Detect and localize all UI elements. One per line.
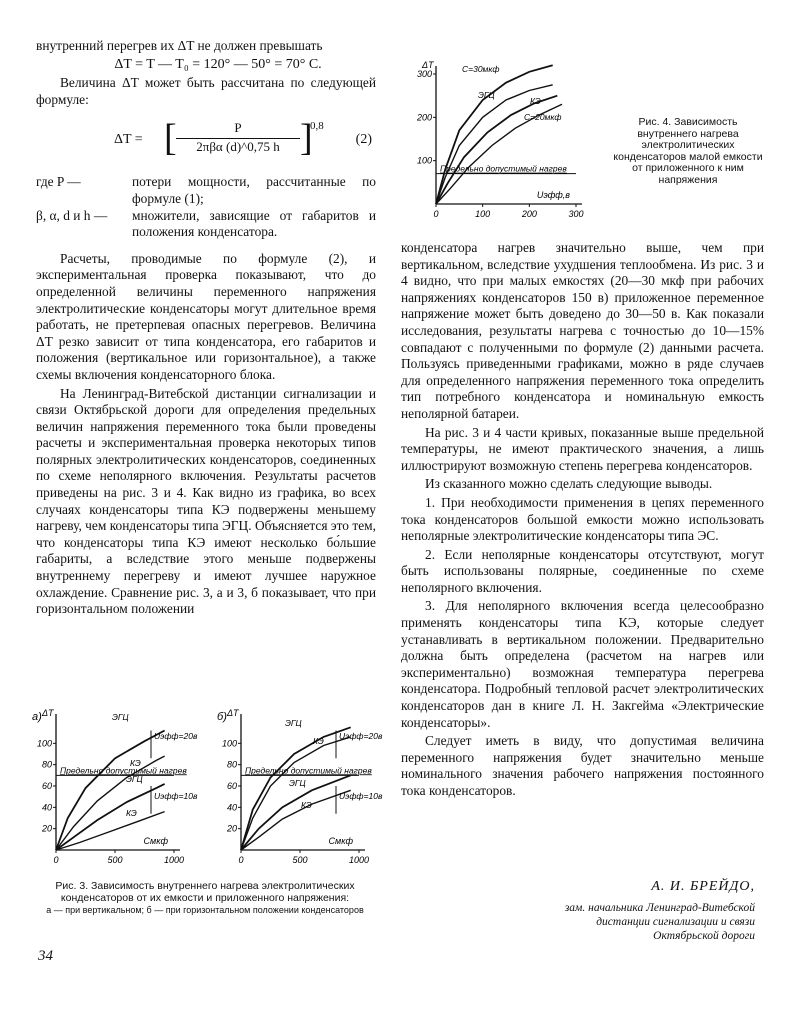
y-tick-label: 80 bbox=[41, 759, 52, 770]
paragraph: 1. При необходимости применения в цепях переменного тока конденсаторов большой емкости можно использовать неполярные электролитические конденсаторы типа ЭС. bbox=[401, 494, 764, 544]
page-number: 34 bbox=[38, 948, 53, 964]
group-label: Uэфф=20в bbox=[339, 731, 383, 742]
signature bbox=[500, 879, 755, 943]
paragraph: Следует иметь в виду, что допустимая величина переменного напряжения будет значительно меньше номинального значения рабочего напряжения постоянного тока конденсаторов. bbox=[401, 733, 764, 798]
y-tick-label: 100 bbox=[221, 738, 237, 749]
figure-4-chart bbox=[412, 38, 612, 218]
limit-label: Предельно допустимый нагрев bbox=[60, 765, 187, 776]
panel-label: а) bbox=[32, 711, 42, 723]
figure-3a-chart bbox=[30, 690, 205, 870]
where-term: β, α, d и h — bbox=[36, 207, 108, 223]
paragraph: На Ленинград-Витебской дистанции сигнализации и связи Октябрьской дороги для определения предельных величин напряжения переменного тока были проведены расчеты и экспериментальная проверка некоторых типов полярных электролитических конденсаторов, соединенных по схеме неполярного включения. Результаты расчетов приведены на рис. 3 и 4. Как видно из графика, во всех случаях конденсаторы типа КЭ подвержены меньшему нагреву, чем конденсаторы типа ЭГЦ. Объясняется это тем, что конденсаторы типа КЭ имеют несколько бо́льшие габариты, а вследствие этого меньше подвержены внутреннему перегреву и имеют лучшее наружное охлаждение. Сравнение рис. 3, а и 3, б показывает, что при горизонтальном положении bbox=[36, 385, 376, 617]
y-tick-label: 20 bbox=[41, 823, 52, 834]
y-tick-label: 300 bbox=[416, 69, 432, 79]
where-term: где P — bbox=[36, 174, 81, 190]
x-tick-label: 1000 bbox=[163, 855, 185, 865]
paragraph-calc: Величина ΔT может быть рассчитана по следующей формуле: bbox=[36, 75, 376, 107]
group-label: Uэфф=10в bbox=[339, 790, 383, 801]
y-tick-label: 100 bbox=[36, 738, 52, 749]
series-label: ЭГЦ bbox=[478, 90, 495, 100]
paragraph: Из сказанного можно сделать следующие выводы. bbox=[425, 476, 713, 492]
author-name: А. И. БРЕЙДО, bbox=[651, 879, 755, 894]
y-axis-label: ΔT bbox=[422, 60, 434, 70]
series-line bbox=[436, 65, 553, 204]
figure-3-caption-sub: а — при вертикальном; б — при горизонтальном положении конденсаторов bbox=[46, 905, 364, 915]
where-text: множители, зависящие от габаритов и положения конденсатора. bbox=[132, 207, 376, 240]
limit-label: Предельно допустимый нагрев bbox=[440, 163, 567, 174]
figure-3-caption bbox=[40, 880, 370, 916]
paragraph: 3. Для неполярного включения всегда целесообразно применять конденсаторы типа КЭ, которые следует устанавливать в вертикальном положении. Предварительно должна быть определена (расчетом на нагрев или экспериментально) возможная температура перегрева конденсатора. Подробный тепловой расчет электролитических конденсаторов дан в книге Л. Н. Закгейма «Электрические конденсаторы». bbox=[401, 598, 764, 730]
y-tick-label: 200 bbox=[416, 112, 432, 123]
x-tick-label: 500 bbox=[292, 855, 308, 865]
y-tick-label: 100 bbox=[416, 155, 432, 166]
paragraph: На рис. 3 и 4 части кривых, показанные выше предельной температуры, не имеют практического значения, а лишь иллюстрируют возможную степень перегрева конденсаторов. bbox=[401, 424, 764, 473]
author-position-line: зам. начальника Ленинград-Витебской bbox=[564, 902, 755, 914]
series-label: КЭ bbox=[130, 758, 141, 768]
formula-1: ΔT = T — T₀ = 120° — 50° = 70° C. bbox=[114, 56, 322, 72]
x-axis-label: Uэфф,в bbox=[536, 190, 570, 200]
y-tick-label: 60 bbox=[226, 781, 237, 791]
series-label: КЭ bbox=[313, 736, 324, 746]
figure-3 bbox=[30, 690, 390, 875]
equation-numerator: P bbox=[176, 120, 300, 139]
series-label: КЭ bbox=[126, 808, 137, 818]
paragraph: 2. Если неполярные конденсаторы отсутствуют, могут быть использованы полярные, соединенные по схеме неполярного включения. bbox=[401, 546, 764, 595]
where-list bbox=[36, 174, 376, 240]
equation-denominator: 2πβα (d)^0,75 h bbox=[196, 138, 280, 154]
x-tick-label: 200 bbox=[521, 209, 537, 218]
x-tick-label: 0 bbox=[238, 855, 244, 865]
series-label: C=30мкф bbox=[462, 64, 500, 74]
x-axis-label: Cмкф bbox=[328, 836, 353, 846]
left-column bbox=[36, 38, 376, 618]
series-label: ЭГЦ bbox=[289, 778, 306, 788]
x-tick-label: 1000 bbox=[348, 855, 370, 865]
group-label: Uэфф=20в bbox=[154, 731, 198, 742]
equation-number: (2) bbox=[355, 132, 372, 148]
y-tick-label: 80 bbox=[226, 759, 237, 770]
x-tick-label: 500 bbox=[107, 855, 123, 865]
figure-3-caption-main: Рис. 3. Зависимость внутреннего нагрева электролитических конденсаторов от их емкости и приложенного напряжения: bbox=[55, 880, 355, 904]
figure-4 bbox=[412, 38, 612, 223]
y-axis-label: ΔT bbox=[42, 708, 54, 718]
equation-exponent: 0,8 bbox=[310, 120, 324, 133]
series-label: ЭГЦ bbox=[112, 712, 129, 722]
bracket-right: ] bbox=[300, 117, 313, 160]
paragraph: конденсатора нагрев значительно выше, чем при вертикальном, вследствие ухудшения теплообмена. Из рис. 3 и 4 видно, что при малых емкостях (20—30 мкф при рабочих напряжениях конденсаторов 150 в) приложенное переменное напряжение может быть доведено до 30—50 в. Как показали исследования, результаты нагрева с точностью до 10—15% совпадают с полученными по формуле (2) данными расчета. Пользуясь приведенными графиками, можно в ряде случаев для определенного напряжения переменного тока определить тип потребного конденсатора и номинальную емкость неполярной батареи. bbox=[401, 240, 764, 421]
paragraph-top: внутренний перегрев их ΔT не должен превышать bbox=[36, 38, 323, 53]
y-tick-label: 20 bbox=[226, 823, 237, 834]
bracket-left: [ bbox=[164, 117, 177, 160]
x-tick-label: 300 bbox=[568, 209, 584, 218]
x-tick-label: 100 bbox=[475, 209, 491, 218]
author-position-line: дистанции сигнализации и связи bbox=[596, 916, 755, 928]
right-column bbox=[401, 240, 764, 800]
paragraph: Расчеты, проводимые по формуле (2), и экспериментальная проверка показывают, что до определенной величины переменного напряжения электролитические конденсаторы могут длительное время работать, не претерпевая опасных перегревов. Величина ΔT резко зависит от типа конденсатора, его габаритов и положения (вертикальное или горизонтальное), а также схемы включения конденсаторного блока. bbox=[36, 250, 376, 382]
series-label: ЭГЦ bbox=[126, 774, 143, 784]
equation-2 bbox=[36, 118, 376, 160]
y-axis-label: ΔT bbox=[227, 708, 239, 718]
limit-label: Предельно допустимый нагрев bbox=[245, 765, 372, 776]
series-label: ЭГЦ bbox=[285, 718, 302, 728]
series-label: КЭ bbox=[301, 800, 312, 810]
y-tick-label: 40 bbox=[41, 802, 52, 813]
where-text: потери мощности, рассчитанные по формуле (1); bbox=[132, 174, 376, 206]
group-label: Uэфф=10в bbox=[154, 790, 198, 801]
figure-3b-chart bbox=[215, 690, 390, 870]
y-tick-label: 40 bbox=[226, 802, 237, 813]
x-tick-label: 0 bbox=[53, 855, 59, 865]
y-tick-label: 60 bbox=[41, 781, 52, 791]
author-position-line: Октябрьской дороги bbox=[653, 930, 755, 942]
x-axis-label: Cмкф bbox=[143, 836, 168, 846]
panel-label: б) bbox=[217, 711, 227, 723]
series-label: C=20мкф bbox=[524, 112, 562, 122]
figure-4-caption: Рис. 4. Зависимость внутреннего нагрева электролитических конденсаторов малой емкости от приложенного к ним напряжения bbox=[613, 116, 763, 186]
equation-lhs: ΔT = bbox=[114, 132, 143, 148]
x-tick-label: 0 bbox=[433, 209, 439, 218]
series-label: КЭ bbox=[530, 96, 541, 106]
equation-fraction bbox=[176, 120, 300, 155]
